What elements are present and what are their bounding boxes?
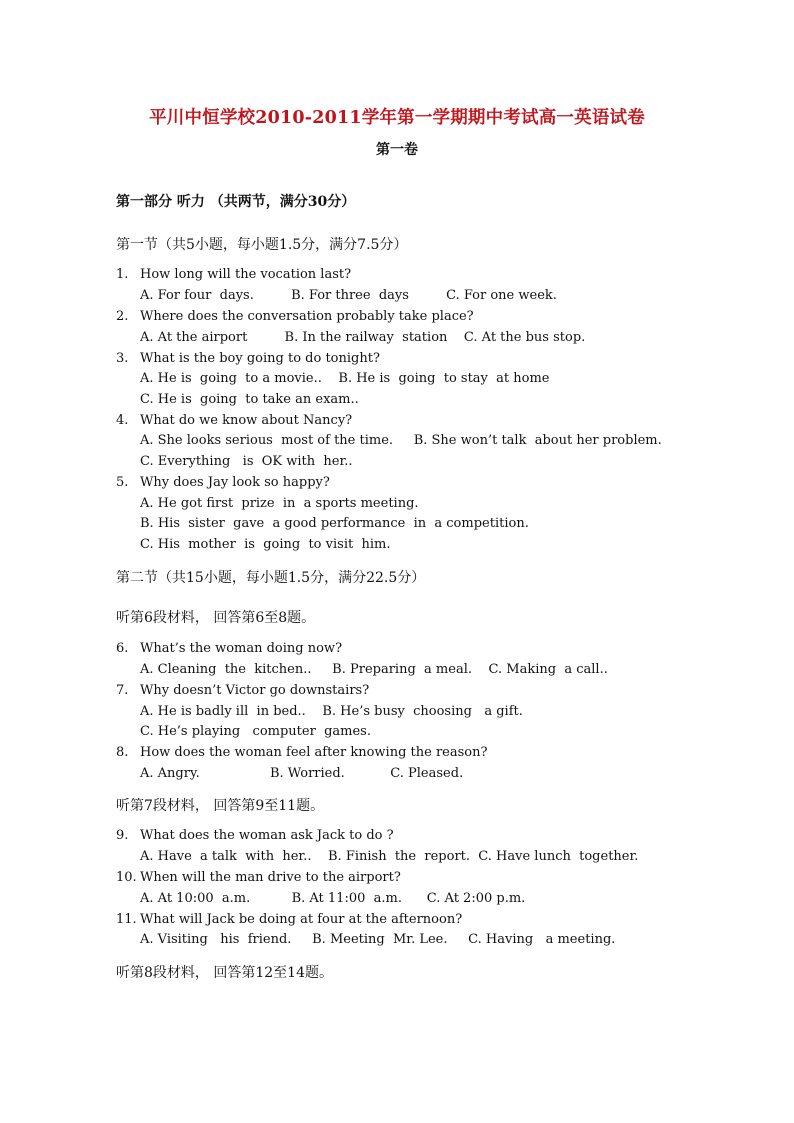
question-number: 1.	[116, 267, 129, 282]
option-c: C. Making a call..	[488, 662, 608, 677]
question-1-options	[140, 288, 557, 303]
question-number: 7.	[116, 683, 129, 698]
question-5	[116, 475, 330, 490]
option-b: B. He’s busy choosing a gift.	[322, 704, 523, 719]
question-3-options	[140, 371, 550, 386]
question-number: 4.	[116, 413, 129, 428]
question-text: How long will the vocation last?	[140, 267, 352, 282]
question-number: 10.	[116, 870, 137, 885]
option-b: B. For three days	[291, 288, 409, 303]
question-text: Why doesn’t Victor go downstairs?	[140, 683, 370, 698]
option-a: A. He is going to a movie..	[140, 371, 322, 386]
question-5-option-b	[140, 516, 529, 531]
part1-heading: 第一部分 听力 （共两节，满分30分）	[116, 194, 356, 210]
section2-heading: 第二节（共15小题，每小题1.5分，满分22.5分）	[116, 570, 426, 586]
option-c: C. His mother is going to visit him.	[140, 537, 391, 552]
question-9-options	[140, 849, 638, 864]
option-a: A. At the airport	[140, 330, 248, 345]
question-7-options	[140, 704, 523, 719]
question-number: 2.	[116, 309, 129, 324]
option-b: B. Finish the report.	[328, 849, 471, 864]
question-text: What’s the woman doing now?	[140, 641, 343, 656]
option-c: C. He’s playing computer games.	[140, 724, 371, 739]
question-text: Where does the conversation probably take place?	[140, 309, 474, 324]
option-a: A. She looks serious most of the time.	[140, 433, 394, 448]
question-5-option-a	[140, 496, 419, 511]
question-11-options	[140, 932, 615, 947]
question-text: What will Jack be doing at four at the afternoon?	[140, 912, 463, 927]
question-4-option-c	[140, 454, 353, 469]
question-5-option-c	[140, 537, 390, 552]
option-b: B. She won’t talk about her problem.	[413, 433, 662, 448]
option-a: A. Cleaning the kitchen..	[140, 662, 312, 677]
option-b: B. He is going to stay at home	[338, 371, 550, 386]
question-2-options	[140, 330, 585, 345]
option-a: A. Have a talk with her..	[140, 849, 312, 864]
material-8-label: 听第8段材料， 回答第12至14题。	[116, 965, 333, 981]
question-number: 3.	[116, 351, 129, 366]
question-text: How does the woman feel after knowing the reason?	[140, 745, 488, 760]
question-10-options	[140, 891, 525, 906]
question-number: 8.	[116, 745, 129, 760]
option-a: A. He is badly ill in bed..	[140, 704, 306, 719]
section1-heading: 第一节（共5小题，每小题1.5分，满分7.5分）	[116, 237, 408, 253]
option-a: A. Visiting his friend.	[140, 932, 292, 947]
option-b: B. Meeting Mr. Lee.	[312, 932, 448, 947]
question-7	[116, 683, 369, 698]
question-text: What does the woman ask Jack to do ?	[140, 828, 394, 843]
question-number: 5.	[116, 475, 129, 490]
option-c: C. He is going to take an exam..	[140, 392, 359, 407]
volume-heading: 第一卷	[376, 142, 418, 158]
option-a: A. At 10:00 a.m.	[140, 891, 251, 906]
option-a: A. Angry.	[140, 766, 200, 781]
question-3	[116, 351, 380, 366]
question-number: 11.	[116, 912, 137, 927]
question-number: 9.	[116, 828, 129, 843]
question-8	[116, 745, 487, 760]
question-9	[116, 828, 394, 843]
question-10	[116, 870, 401, 885]
option-c: C. For one week.	[446, 288, 557, 303]
option-c: C. Having a meeting.	[468, 932, 616, 947]
option-b: B. Preparing a meal.	[332, 662, 472, 677]
question-7-option-c	[140, 724, 371, 739]
option-a: A. He got first prize in a sports meeting.	[140, 496, 419, 511]
option-b: B. Worried.	[269, 766, 345, 781]
question-3-option-c	[140, 392, 359, 407]
question-1	[116, 267, 351, 282]
question-2	[116, 309, 474, 324]
question-4	[116, 413, 352, 428]
option-b: B. At 11:00 a.m.	[291, 891, 402, 906]
option-c: C. At 2:00 p.m.	[426, 891, 526, 906]
question-6-options	[140, 662, 608, 677]
exam-title: 平川中恒学校2010-2011学年第一学期期中考试高一英语试卷	[149, 108, 645, 128]
option-a: A. For four days.	[140, 288, 254, 303]
option-c: C. Pleased.	[390, 766, 464, 781]
question-text: Why does Jay look so happy?	[140, 475, 330, 490]
question-text: When will the man drive to the airport?	[140, 870, 401, 885]
question-11	[116, 912, 462, 927]
option-c: C. Everything is OK with her..	[140, 454, 353, 469]
material-6-label: 听第6段材料， 回答第6至8题。	[116, 610, 316, 626]
question-number: 6.	[116, 641, 129, 656]
question-6	[116, 641, 342, 656]
question-text: What do we know about Nancy?	[140, 413, 353, 428]
option-b: B. His sister gave a good performance in a competition.	[140, 516, 529, 531]
material-7-label: 听第7段材料， 回答第9至11题。	[116, 798, 325, 814]
option-b: B. In the railway station	[284, 330, 448, 345]
question-8-options	[140, 766, 463, 781]
option-c: C. Have lunch together.	[478, 849, 639, 864]
option-c: C. At the bus stop.	[463, 330, 586, 345]
question-4-options	[140, 433, 662, 448]
question-text: What is the boy going to do tonight?	[140, 351, 380, 366]
